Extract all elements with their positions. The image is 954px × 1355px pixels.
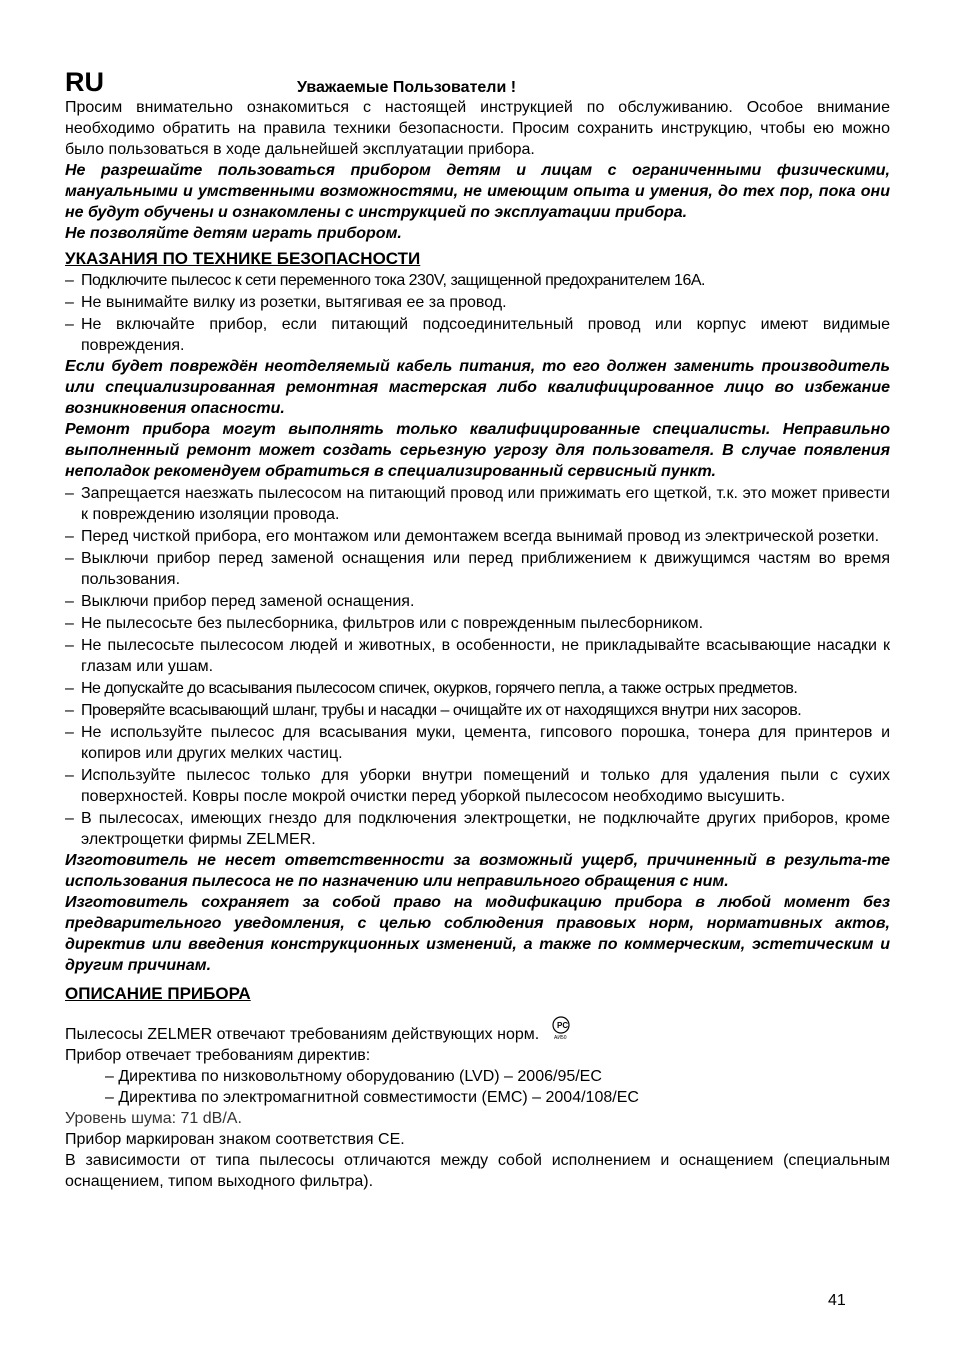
list-item	[65, 591, 890, 612]
dash-marker: –	[65, 528, 74, 545]
list-item-text: Запрещается наезжать пылесосом на питающий провод или прижимать его щеткой, т.к. это может привести к повреждению изоляции провода.	[81, 485, 890, 523]
intro-paragraph: Просим внимательно ознакомиться с настоящей инструкцией по обслуживанию. Особое внимание необходимо обратить на правила техники безопасности. Просим сохранить инструкцию, чтобы ею можно было пользоваться в ходе дальнейшей эксплуатации прибора.	[65, 99, 890, 158]
list-item	[65, 700, 890, 721]
dash-marker: –	[65, 637, 74, 654]
list-item	[65, 526, 890, 547]
list-item	[65, 270, 890, 291]
dash-marker: –	[65, 767, 74, 784]
dash-marker: –	[65, 615, 74, 632]
list-item-text: Не допускайте до всасывания пылесосом спичек, окурков, горячего пепла, а также острых предметов.	[81, 680, 798, 697]
dash-marker: –	[65, 680, 74, 697]
cable-warning: Если будет повреждён неотделяемый кабель питания, то его должен заменить производитель или специализированная ремонтная мастерская либо квалифицированное лицо во избежание возникновения опасности.	[65, 358, 890, 417]
safety-heading: УКАЗАНИЯ ПО ТЕХНИКЕ БЕЗОПАСНОСТИ	[65, 249, 421, 268]
repair-warning: Ремонт прибора могут выполнять только квалифицированные специалисты. Неправильно выполненный ремонт может создать серьезную угрозу для пользователя. В случае появления неполадок рекомендуем обратиться в специализированный сервисный пункт.	[65, 421, 890, 480]
list-item-text: В пылесосах, имеющих гнездо для подключения электрощетки, не подключайте других приборов, кроме электрощетки фирмы ZELMER.	[81, 810, 890, 848]
list-item	[65, 613, 890, 634]
list-item-text: Выключи прибор перед заменой оснащения.	[81, 593, 415, 610]
ce-mark-text: Прибор маркирован знаком соответствия CE.	[65, 1131, 405, 1148]
dash-marker: –	[65, 485, 74, 502]
list-item	[65, 635, 890, 677]
norms-line	[65, 1015, 890, 1045]
directives-intro: Прибор отвечает требованиям директив:	[65, 1047, 371, 1064]
directive-lvd: – Директива по низковольтному оборудованию (LVD) – 2006/95/EC	[105, 1068, 602, 1085]
page-content	[65, 67, 890, 1192]
list-item-text: Не пылесосьте без пылесборника, фильтров или с поврежденным пылесборником.	[81, 615, 704, 632]
list-item	[65, 483, 890, 525]
list-item-text: Используйте пылесос только для уборки внутри помещений и только для удаления пыли с сухих поверхностей. Ковры после мокрой очистки перед уборкой пылесосом необходимо высушить.	[81, 767, 890, 805]
list-item	[65, 765, 890, 807]
list-item	[65, 548, 890, 590]
list-item-text: Подключите пылесос к сети переменного тока 230V, защищенной предохранителем 16А.	[81, 272, 705, 289]
dash-marker: –	[65, 593, 74, 610]
language-code: RU	[65, 67, 104, 97]
modification-notice: Изготовитель сохраняет за собой право на модификацию прибора в любой момент без предварительного уведомления, с целью соблюдения правовых норм, нормативных актов, директив или введения конструкционных изменений, а также по коммерческим, эстетическим и другим причинам.	[65, 894, 890, 974]
variants-text: В зависимости от типа пылесосы отличаются между собой исполнением и оснащением (специальным оснащением, типом выходного фильтра).	[65, 1152, 890, 1190]
dash-marker: –	[65, 724, 74, 741]
safety-list-a	[65, 270, 890, 356]
dash-marker: –	[65, 810, 74, 827]
header	[65, 67, 890, 97]
list-item-text: Не пылесосьте пылесосом людей и животных, в особенности, не прикладывайте всасывающие насадки к глазам или ушам.	[81, 637, 890, 675]
cert-mark-letters: PC	[556, 1021, 568, 1030]
dash-marker: –	[65, 316, 74, 333]
certification-mark-icon	[548, 1015, 574, 1041]
dash-marker: –	[65, 702, 74, 719]
list-item-text: Не используйте пылесос для всасывания муки, цемента, гипсового порошка, тонера для принтеров и копиров или других мелких частиц.	[81, 724, 890, 762]
list-item-text: Выключи прибор перед заменой оснащения или перед приближением к движущимся частям во время пользования.	[81, 550, 890, 588]
list-item	[65, 314, 890, 356]
list-item	[65, 292, 890, 313]
list-item	[65, 678, 890, 699]
liability-notice: Изготовитель не несет ответственности за возможный ущерб, причиненный в результа-те использования пылесоса не по назначению или неправильного обращения с ним.	[65, 852, 890, 890]
children-warning: Не разрешайте пользоваться прибором детям и лицам с ограниченными физическими, мануальными и умственными возможностями, не имеющим опыта и умения, до тех пор, пока они не будут обучены и ознакомлены с инструкцией по эксплуатации прибора.	[65, 162, 890, 221]
list-item	[65, 808, 890, 850]
list-item-text: Не вынимайте вилку из розетки, вытягивая ее за провод.	[81, 294, 507, 311]
safety-list-b	[65, 483, 890, 850]
directive-emc: – Директива по электромагнитной совместимости (EMC) – 2004/108/EC	[105, 1089, 639, 1106]
dash-marker: –	[65, 272, 74, 289]
norms-text: Пылесосы ZELMER отвечают требованиям действующих норм.	[65, 1026, 540, 1043]
noise-level: Уровень шума: 71 dB/A.	[65, 1110, 242, 1127]
list-item-text: Не включайте прибор, если питающий подсоединительный провод или корпус имеют видимые повреждения.	[81, 316, 890, 354]
play-warning: Не позволяйте детям играть прибором.	[65, 225, 402, 242]
list-item-text: Перед чисткой прибора, его монтажом или демонтажем всегда вынимай провод из электрической розетки.	[81, 528, 880, 545]
greeting-title: Уважаемые Пользователи !	[297, 79, 517, 96]
cert-mark-code: АИ50	[553, 1035, 567, 1041]
list-item-text: Проверяйте всасывающий шланг, трубы и насадки – очищайте их от находящихся внутри них засоров.	[81, 702, 802, 719]
page-number: 41	[828, 1292, 846, 1309]
dash-marker: –	[65, 294, 74, 311]
description-heading: ОПИСАНИЕ ПРИБОРА	[65, 984, 251, 1003]
list-item	[65, 722, 890, 764]
dash-marker: –	[65, 550, 74, 567]
